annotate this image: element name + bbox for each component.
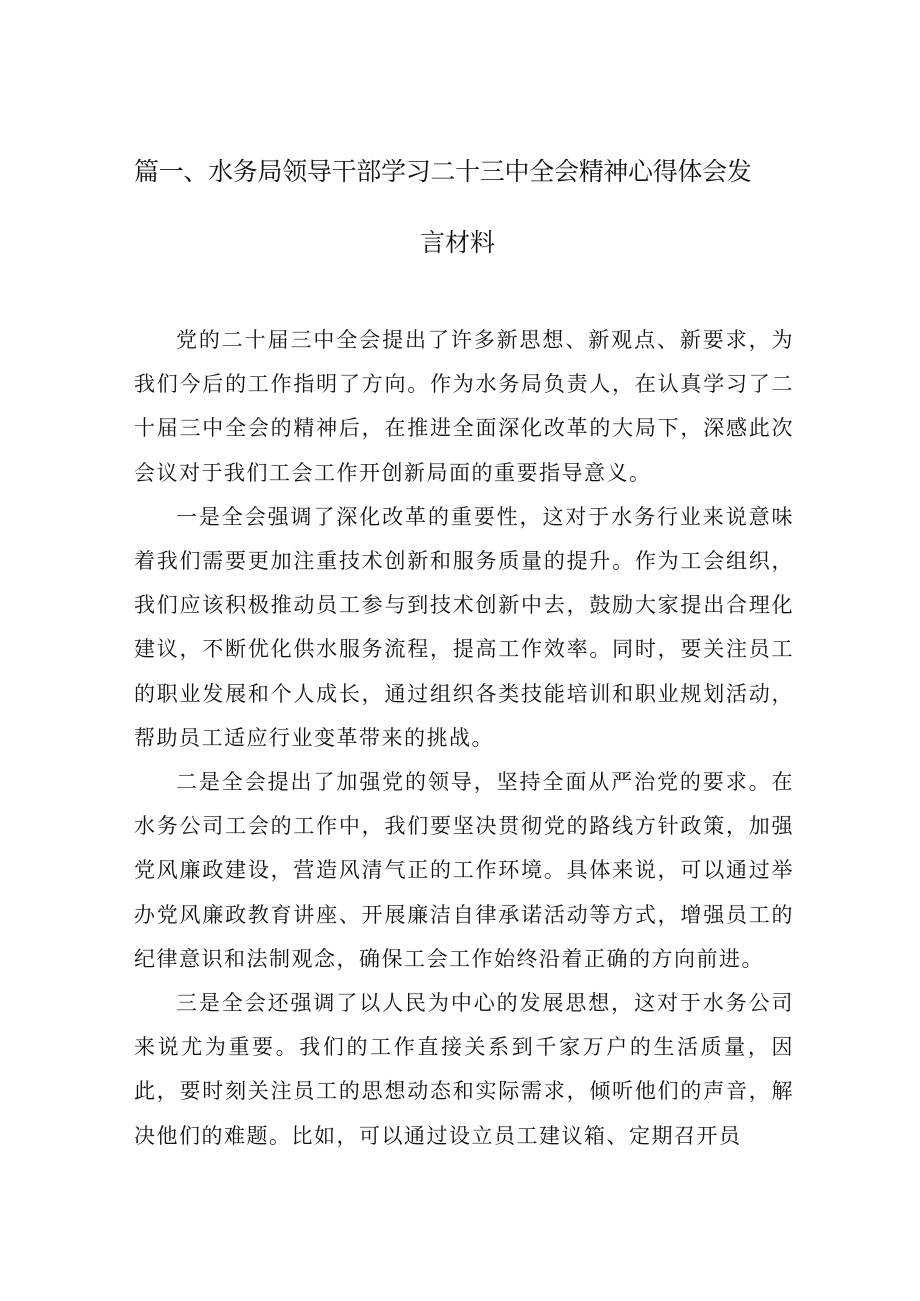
paragraph-intro: 党的二十届三中全会提出了许多新思想、新观点、新要求，为我们今后的工作指明了方向。作为水务局负责人，在认真学习了二十届三中全会的精神后，在推进全面深化改革的大局下，深感此次会议对于我们工会工作开创新局面的重要指导意义。 — [134, 328, 794, 485]
paragraph-point-two: 二是全会提出了加强党的领导，坚持全面从严治党的要求。在水务公司工会的工作中，我们要坚决贯彻党的路线方针政策，加强党风廉政建设，营造风清气正的工作环境。具体来说，可以通过举办党风廉政教育讲座、开展廉洁自律承诺活动等方式，增强员工的纪律意识和法制观念，确保工会工作始终沿着正确的方向前进。 — [134, 770, 794, 971]
paragraph-point-one: 一是全会强调了深化改革的重要性，这对于水务行业来说意味着我们需要更加注重技术创新和服务质量的提升。作为工会组织，我们应该积极推动员工参与到技术创新中去，鼓励大家提出合理化建议，不断优化供水服务流程，提高工作效率。同时，要关注员工的职业发展和个人成长，通过组织各类技能培训和职业规划活动，帮助员工适应行业变革带来的挑战。 — [134, 504, 794, 750]
paragraph-point-three: 三是全会还强调了以人民为中心的发展思想，这对于水务公司来说尤为重要。我们的工作直接关系到千家万户的生活质量，因此，要时刻关注员工的思想动态和实际需求，倾听他们的声音，解决他们的难题。比如，可以通过设立员工建议箱、定期召开员 — [134, 991, 794, 1148]
document-body — [134, 318, 794, 1158]
document-title-line-1: 篇一、水务局领导干部学习二十三中全会精神心得体会发 — [134, 157, 752, 186]
document-title-line-2: 言材料 — [420, 228, 496, 257]
